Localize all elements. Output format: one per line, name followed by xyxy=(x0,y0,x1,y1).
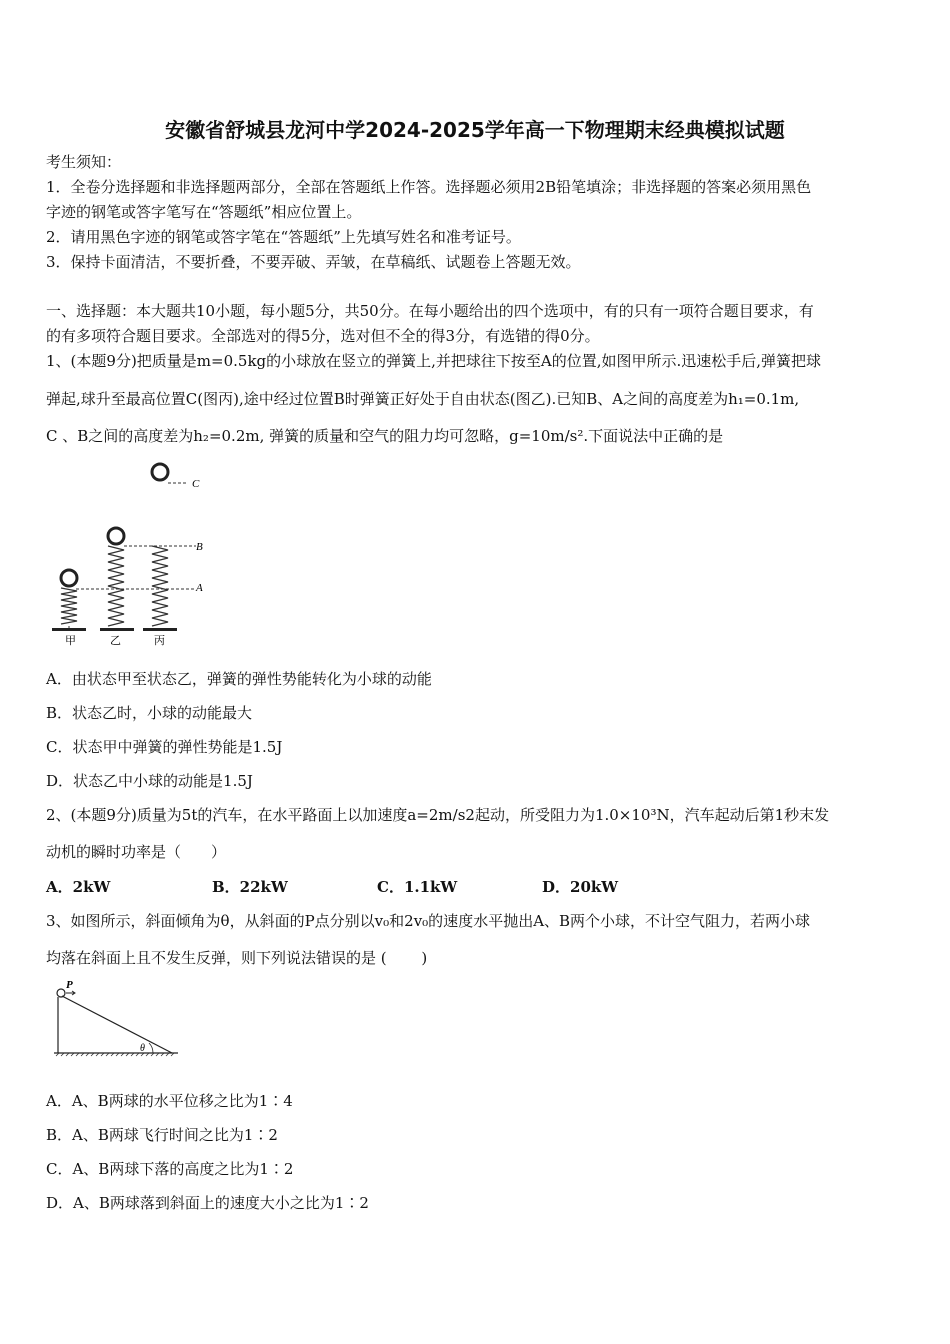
q3-stem-1: 3、如图所示，斜面倾角为θ，从斜面的P点分别以v₀和2v₀的速度水平抛出A、B两个小球，不计空气阻力，若两小球 xyxy=(46,912,811,930)
q1-stem-3: C 、B之间的高度差为h₂=0.2m, 弹簧的质量和空气的阻力均可忽略，g=10m/s².下面说法中正确的是 xyxy=(46,427,724,445)
q3-stem-2: 均落在斜面上且不发生反弹，则下列说法错误的是 ( ) xyxy=(46,949,428,967)
section1-instructions-2: 的有多项符合题目要求。全部选对的得5分，选对但不全的得3分，有选错的得0分。 xyxy=(46,327,600,345)
q2-stem-1: 2、(本题9分)质量为5t的汽车，在水平路面上以加速度a=2m/s2起动，所受阻力为1.0×10³N，汽车起动后第1秒末发 xyxy=(46,806,830,824)
q2-option-a: A．2kW xyxy=(46,878,111,896)
label-p: P xyxy=(66,979,73,991)
notice-item-1: 1．全卷分选择题和非选择题两部分，全部在答题纸上作答。选择题必须用2B铅笔填涂；非选择题的答案必须用黑色 xyxy=(46,178,812,196)
q1-option-d: D．状态乙中小球的动能是1.5J xyxy=(46,772,253,790)
q1-stem-1: 1、(本题9分)把质量是m=0.5kg的小球放在竖立的弹簧上,并把球往下按至A的位置,如图甲所示.迅速松手后,弹簧把球 xyxy=(46,352,822,370)
q2-option-d: D．20kW xyxy=(542,878,619,896)
label-a: A xyxy=(196,582,203,594)
q3-option-c: C．A、B两球下落的高度之比为1∶2 xyxy=(46,1160,294,1178)
q1-option-b: B．状态乙时，小球的动能最大 xyxy=(46,704,253,722)
label-c: C xyxy=(192,478,200,490)
label-theta: θ xyxy=(140,1043,145,1054)
q1-spring-figure xyxy=(46,458,226,650)
q1-option-a: A．由状态甲至状态乙，弹簧的弹性势能转化为小球的动能 xyxy=(46,670,432,688)
q2-option-c: C．1.1kW xyxy=(377,878,458,896)
q2-stem-2: 动机的瞬时功率是（ ） xyxy=(46,843,227,861)
q3-incline-figure xyxy=(50,976,184,1062)
q3-option-a: A．A、B两球的水平位移之比为1∶4 xyxy=(46,1092,293,1110)
label-b: B xyxy=(196,541,203,553)
q1-stem-2: 弹起,球升至最高位置C(图丙),途中经过位置B时弹簧正好处于自由状态(图乙).已知B、A之间的高度差为h₁=0.1m, xyxy=(46,390,800,408)
notice-heading: 考生须知： xyxy=(46,153,122,171)
notice-item-1-cont: 字迹的钢笔或答字笔写在“答题纸”相应位置上。 xyxy=(46,203,362,221)
section1-instructions-1: 一、选择题：本大题共10小题，每小题5分，共50分。在每小题给出的四个选项中，有的只有一项符合题目要求，有 xyxy=(46,302,814,320)
q3-option-d: D．A、B两球落到斜面上的速度大小之比为1∶2 xyxy=(46,1194,369,1212)
q2-option-b: B．22kW xyxy=(212,878,288,896)
q1-option-c: C．状态甲中弹簧的弹性势能是1.5J xyxy=(46,738,283,756)
notice-item-3: 3．保持卡面清洁，不要折叠，不要弄破、弄皱，在草稿纸、试题卷上答题无效。 xyxy=(46,253,581,271)
caption-yi: 乙 xyxy=(110,634,121,647)
caption-jia: 甲 xyxy=(65,634,76,647)
q3-option-b: B．A、B两球飞行时间之比为1∶2 xyxy=(46,1126,278,1144)
notice-item-2: 2．请用黑色字迹的钢笔或答字笔在“答题纸”上先填写姓名和准考证号。 xyxy=(46,228,521,246)
caption-bing: 丙 xyxy=(154,634,165,647)
page-title: 安徽省舒城县龙河中学2024-2025学年高一下物理期末经典模拟试题 xyxy=(165,118,785,142)
